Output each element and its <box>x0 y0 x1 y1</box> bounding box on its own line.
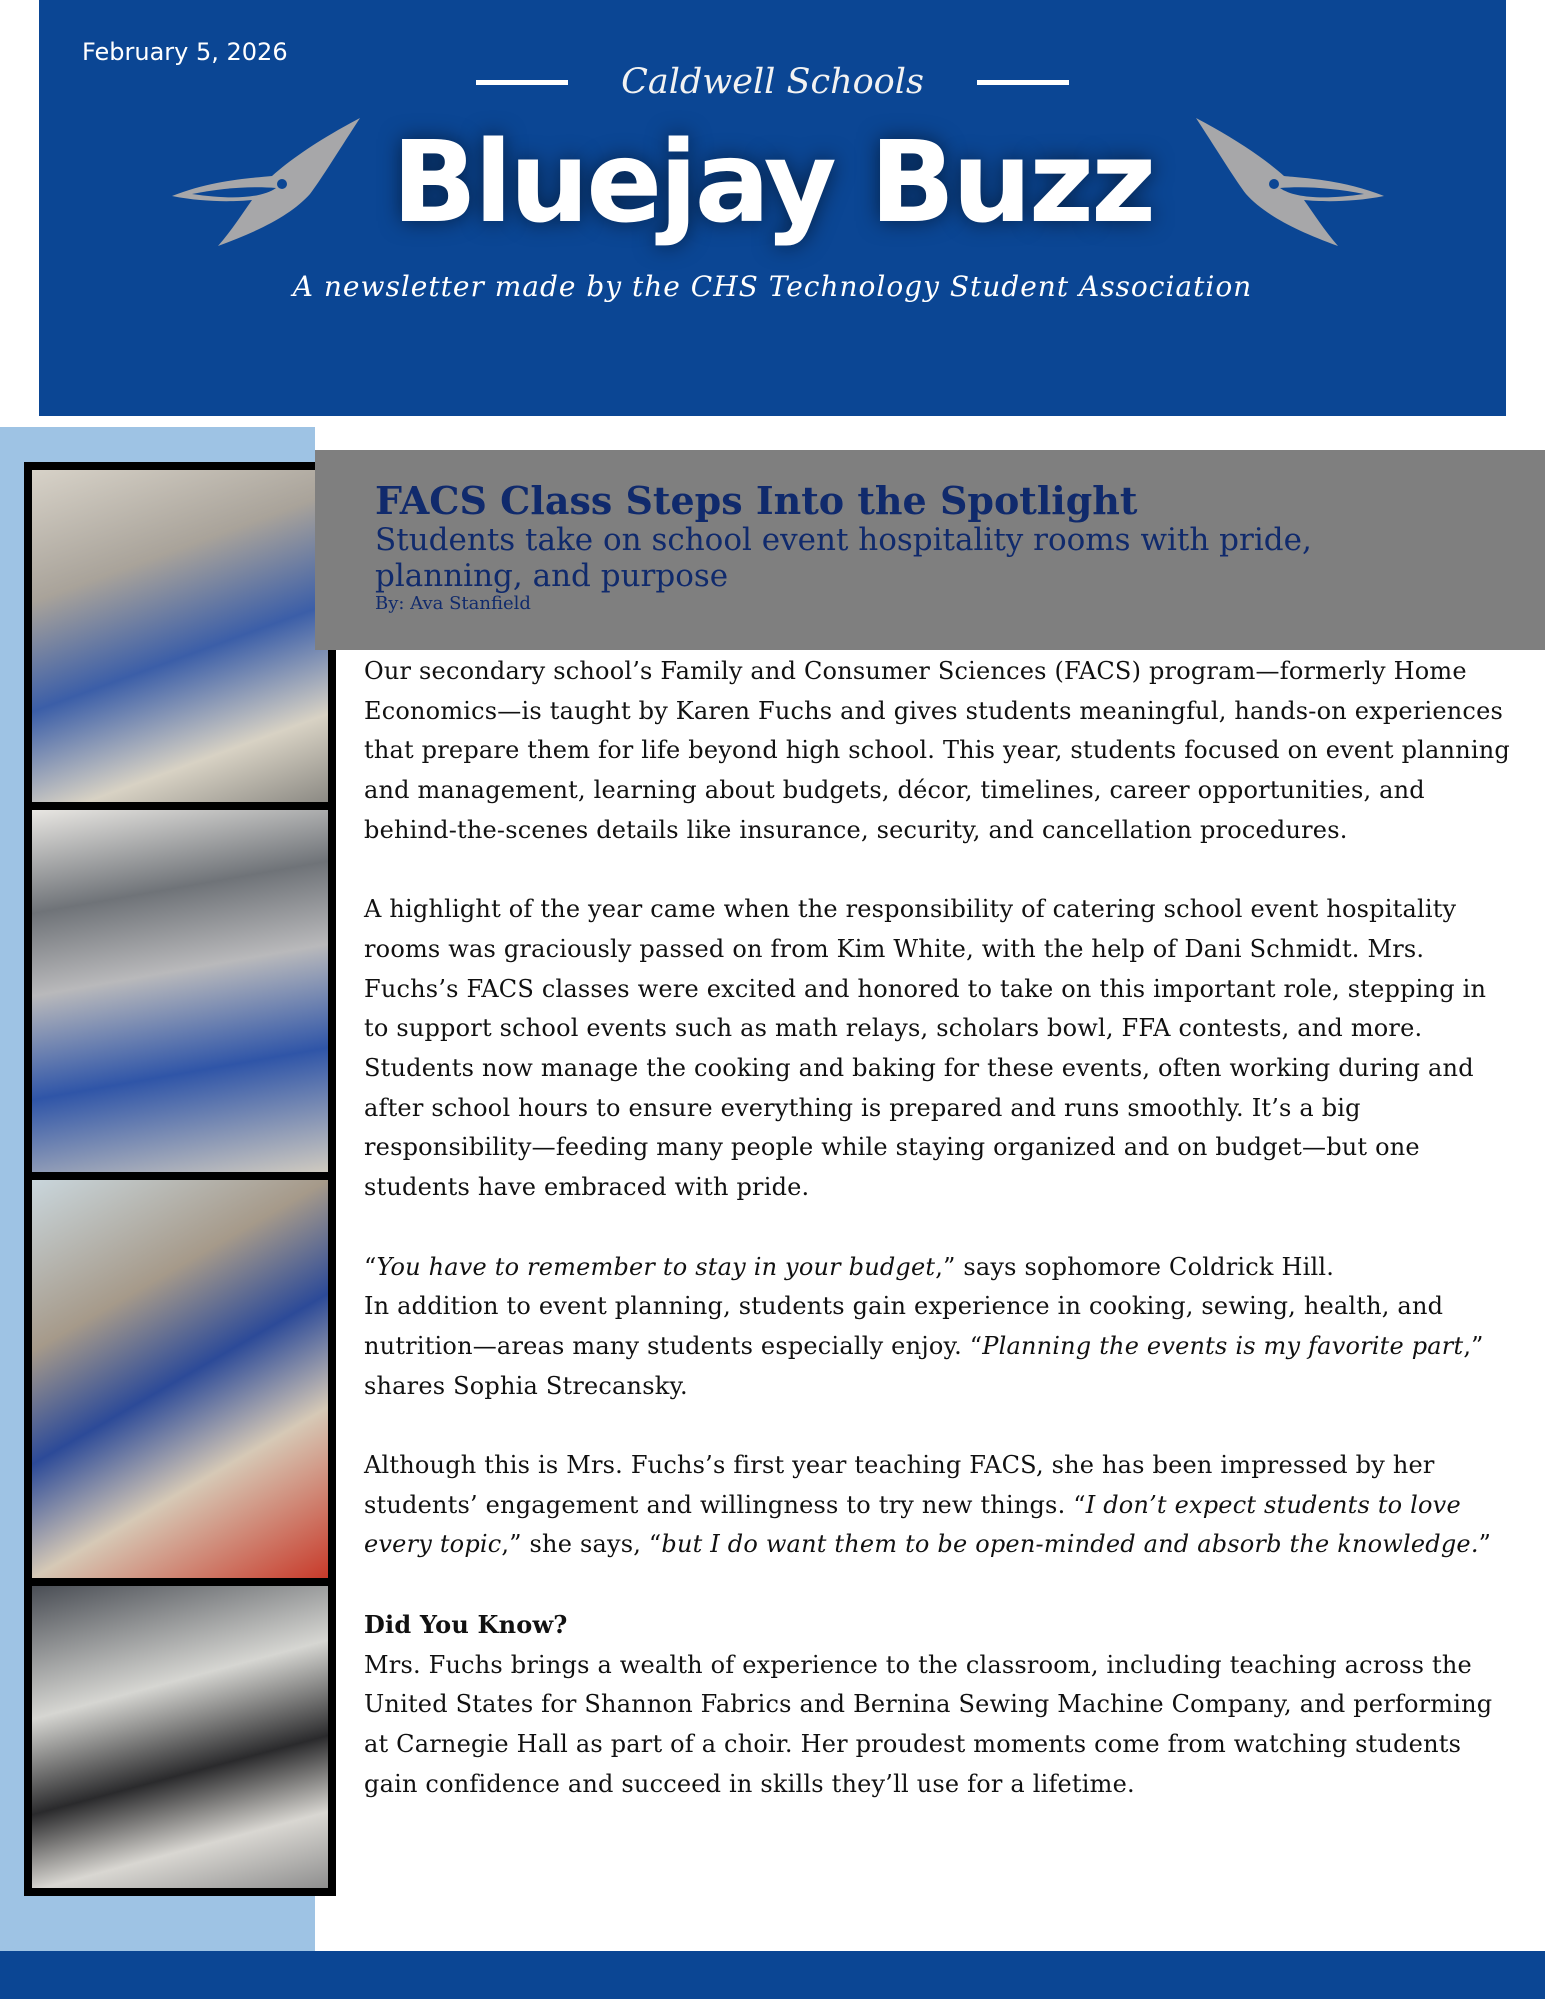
quote-italic: but I do want them to be open-minded and absorb the knowledge. <box>661 1530 1479 1559</box>
paragraph-intro: Our secondary school’s Family and Consumer Sciences (FACS) program—formerly Home Economics—is taught by Karen Fuchs and gives students meaningful, hands-on experiences that prepare them for life beyond high school. This year, students focused on event planning and management, learning about budgets, décor, timelines, career opportunities, and behind-the-scenes details like insurance, security, and cancellation procedures. <box>364 657 1510 844</box>
school-name: Caldwell Schools <box>621 62 924 102</box>
issue-date: February 5, 2026 <box>82 38 288 66</box>
text-segment: ,” she says, “ <box>501 1530 662 1559</box>
paragraph-highlight: A highlight of the year came when the responsibility of catering school event hospitality rooms was graciously passed on from Kim White, with the help of Dani Schmidt. Mrs. Fuchs’s FACS classes were excited and honored to take on this important role, stepping in to support school events such as math relays, scholars bowl, FFA contests, and more. Students now manage the cooking and baking for these events, often working during and after school hours to ensure everything is prepared and runs smoothly. It’s a big responsibility—feeding many people while staying organized and on budget—but one students have embraced with pride. <box>364 895 1487 1202</box>
newsletter-tagline: A newsletter made by the CHS Technology Student Association <box>292 270 1253 303</box>
paragraph-first-year <box>364 1446 1516 1565</box>
decorative-line-right <box>977 80 1069 85</box>
footer-bar <box>0 1951 1545 1999</box>
did-you-know-heading <box>364 1605 1516 1646</box>
quote-italic: I don’t expect students to love every topic <box>364 1490 1461 1559</box>
article-body <box>364 652 1516 1804</box>
article-byline: By: Ava Stanfield <box>375 593 531 614</box>
text-segment: In addition to event planning, students gain experience in cooking, sewing, health, and nutrition—areas many students especially enjoy. “ <box>364 1292 1444 1360</box>
did-you-know-text: Mrs. Fuchs brings a wealth of experience to the classroom, including teaching across the United States for Shannon Fabrics and Bernina Sewing Machine Company, and performing at Carnegie Hall as part of a choir. Her proudest moments come from watching students gain confidence and succeed in skills they’ll use for a lifetime. <box>364 1650 1493 1798</box>
kitchen-photo-3 <box>32 1180 328 1578</box>
newsletter-title: Bluejay Buzz <box>391 118 1154 248</box>
kitchen-photo-1 <box>32 470 328 802</box>
kitchen-photo-2 <box>32 810 328 1172</box>
school-name-row <box>0 62 1545 102</box>
text-segment: Although this is Mrs. Fuchs’s first year teaching FACS, she has been impressed by her students’ engagement and willingness to try new things. “ <box>364 1451 1435 1519</box>
text-segment: ” <box>1478 1530 1492 1559</box>
quote-coldrick <box>364 1248 1516 1288</box>
quote-italic: Planning the events is my favorite part <box>982 1331 1464 1360</box>
paragraph-experience <box>364 1287 1516 1406</box>
quote-open: “ <box>364 1252 377 1281</box>
quote-italic: You have to remember to stay in your budget <box>376 1252 936 1281</box>
did-you-know-heading-text: Did You Know? <box>364 1609 568 1639</box>
article-subhead: Students take on school event hospitality rooms with pride, planning, and purpose <box>375 522 1312 594</box>
article-headline: FACS Class Steps Into the Spotlight <box>375 478 1138 523</box>
kitchen-photo-4 <box>32 1586 328 1888</box>
text-segment: ,” shares Sophia Strecansky. <box>364 1331 1484 1400</box>
quote-attribution: ,” says sophomore Coldrick Hill. <box>935 1252 1335 1281</box>
decorative-line-left <box>476 80 568 85</box>
